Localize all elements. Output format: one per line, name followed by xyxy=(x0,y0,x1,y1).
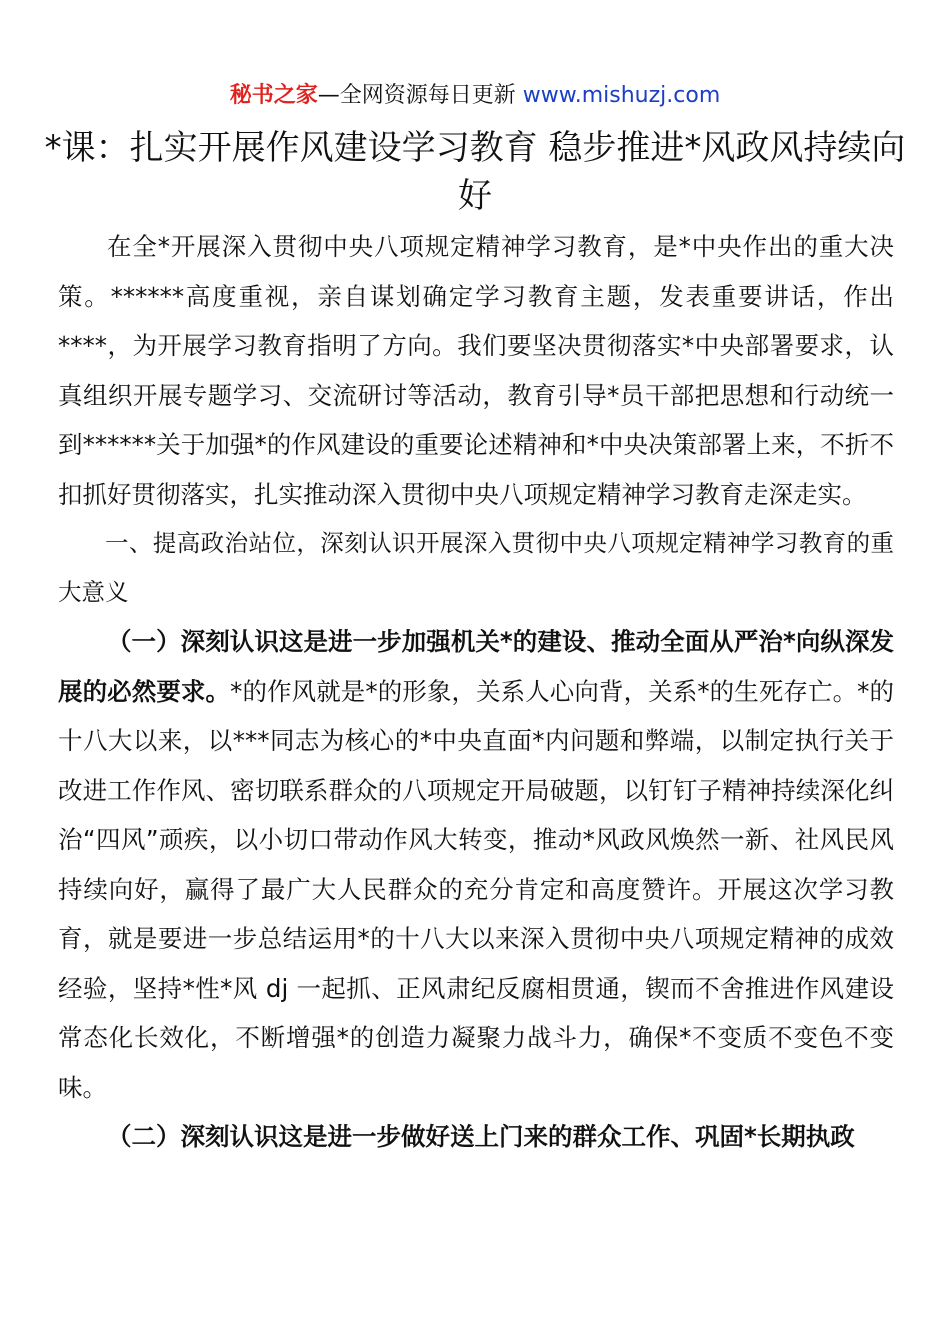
document-body xyxy=(58,222,894,1162)
subsection-1-heading: （一）深刻认识这是进一步加强机关*的建设、推动全面从严治*向纵深发展的必然要求。 xyxy=(58,627,894,706)
site-brand: 秘书之家 xyxy=(229,83,318,108)
section-1-heading-wrap xyxy=(58,519,894,617)
intro-paragraph: 在全*开展深入贯彻中央八项规定精神学习教育，是*中央作出的重大决策。******高度重视，亲自谋划确定学习教育主题，发表重要讲话，作出****，为开展学习教育指明了方向。我们要坚决贯彻落实*中央部署要求，认真组织开展专题学习、交流研讨等活动，教育引导*员干部把思想和行动统一到******关于加强*的作风建设的重要论述精神和*中央决策部署上来，不折不扣抓好贯彻落实，扎实推动深入贯彻中央八项规定精神学习教育走深走实。 xyxy=(58,232,894,509)
section-1-heading: 一、提高政治站位，深刻认识开展深入贯彻中央八项规定精神学习教育的重大意义 xyxy=(58,529,894,606)
subsection-2-paragraph xyxy=(58,1112,894,1162)
site-url[interactable]: www.mishuzj.com xyxy=(522,83,721,108)
site-header xyxy=(0,80,950,112)
subsection-1-text: *的作风就是*的形象，关系人心向背，关系*的生死存亡。*的十八大以来，以***同志为核心的*中央直面*内问题和弊端，以制定执行关于改进工作作风、密切联系群众的八项规定开局破题，以钉钉子精神持续深化纠治“四风”顽疾，以小切口带动作风大转变，推动*风政风焕然一新、社风民风持续向好，赢得了最广大人民群众的充分肯定和高度赞许。开展这次学习教育，就是要进一步总结运用*的十八大以来深入贯彻中央八项规定精神的成效经验，坚持*性*风 dj 一起抓、正风肃纪反腐相贯通，锲而不舍推进作风建设常态化长效化，不断增强*的创造力凝聚力战斗力，确保*不变质不变色不变味。 xyxy=(58,676,895,1102)
site-tagline: —全网资源每日更新 xyxy=(317,83,523,108)
subsection-2-heading: （二）深刻认识这是进一步做好送上门来的群众工作、巩固*长期执政 xyxy=(107,1122,855,1151)
subsection-1-paragraph xyxy=(58,617,894,1112)
document-title: *课：扎实开展作风建设学习教育 稳步推进*风政风持续向好 xyxy=(44,128,906,216)
